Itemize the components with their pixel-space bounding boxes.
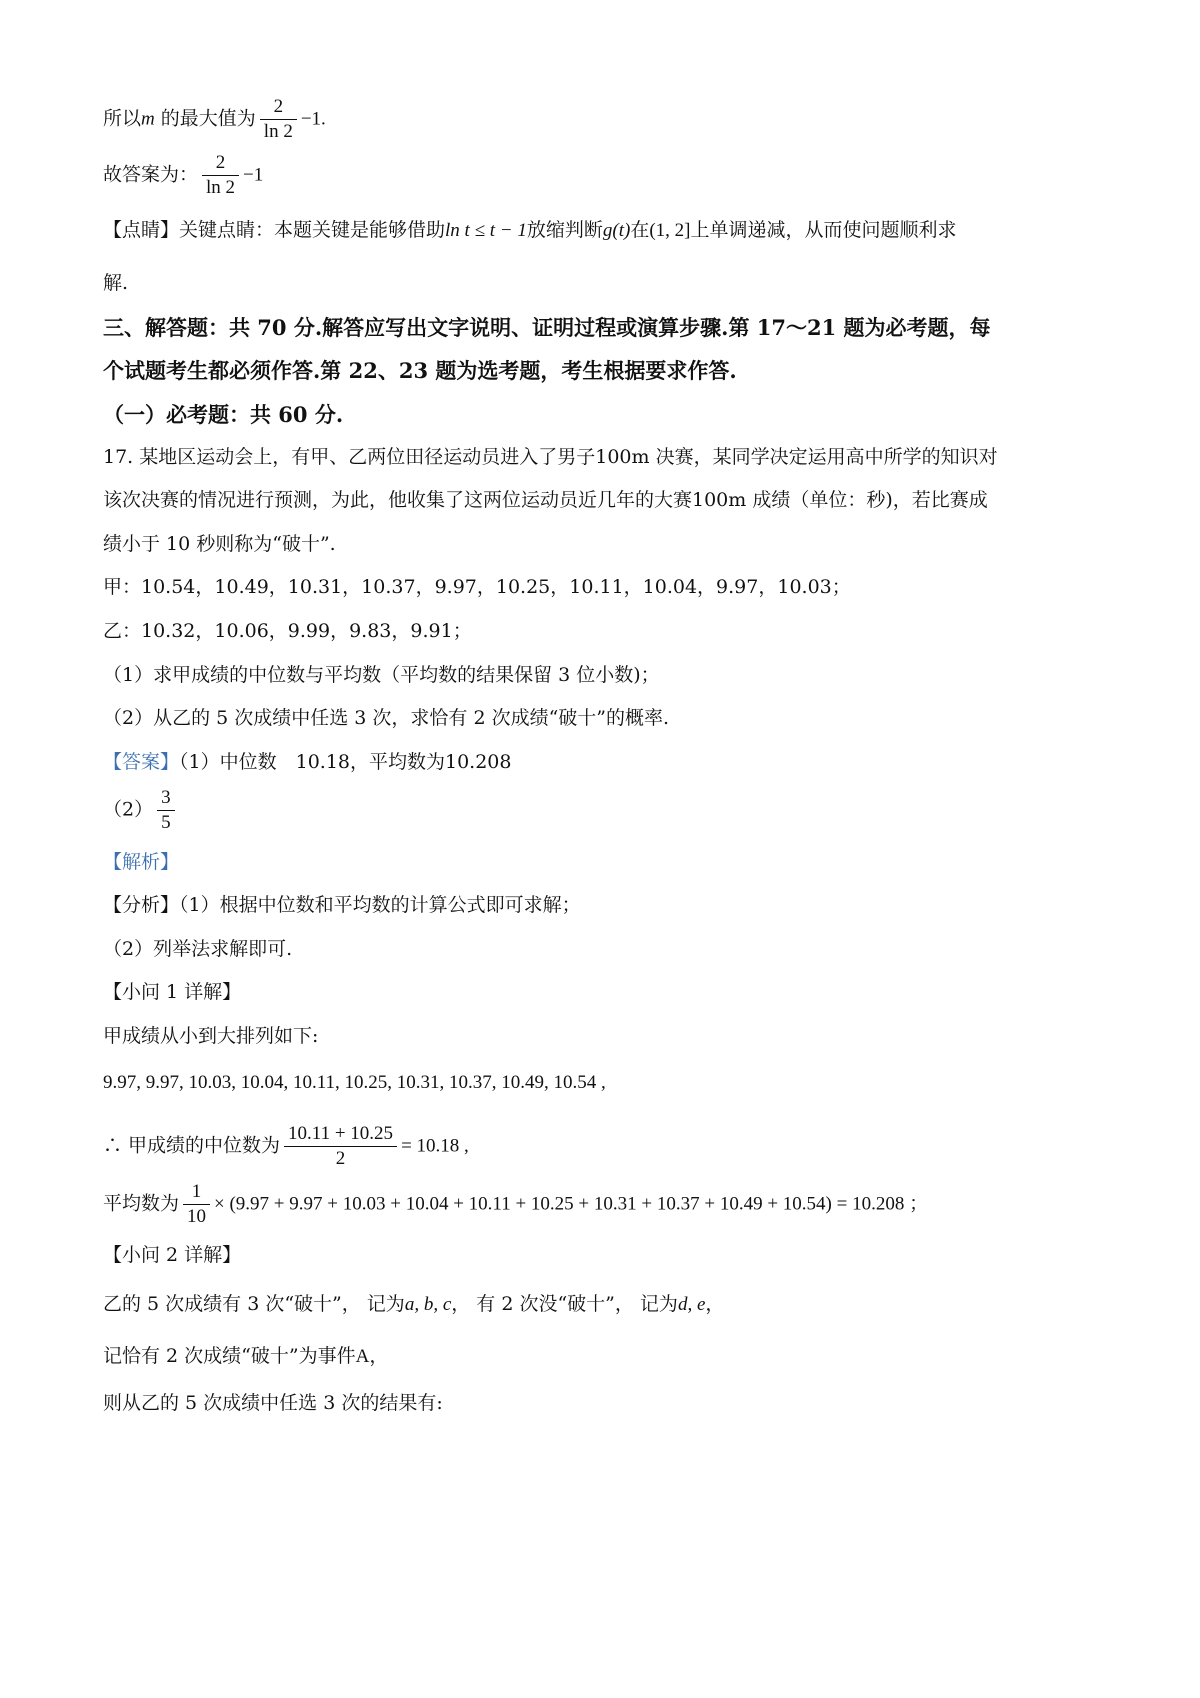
fraction-denominator: 10 [183,1204,210,1229]
text: 的最大值为 [154,107,256,130]
fraction [284,1122,397,1171]
analysis-row-2: （2）列举法求解即可. [103,938,293,960]
fraction-numerator: 2 [215,152,226,173]
fraction-denominator: ln 2 [260,119,297,144]
mean-line [103,1180,928,1229]
data-yi: 乙：10.32，10.06，9.99，9.83，9.91； [103,620,472,642]
fraction-numerator: 3 [161,787,171,808]
math-text: = 10.18 , [401,1135,469,1157]
math-text: a, b, c [404,1294,452,1315]
conclusion-line [103,95,326,144]
text: （2） [103,798,154,821]
remark-tag: 【点睛】 [103,219,180,241]
analysis-tag: 【解析】 [103,851,180,873]
problem-text: 17. 某地区运动会上，有甲、乙两位田径运动员进入了男子100m 决赛，某同学决定运用高中所学的知识对 [103,446,998,468]
math-text: d, e [677,1294,706,1315]
fraction-denominator: ln 2 [202,175,239,200]
text: ， [705,1293,725,1315]
sorted-values: 9.97, 9.97, 10.03, 10.04, 10.11, 10.25, 10.31, 10.37, 10.49, 10.54 , [103,1072,606,1093]
fraction-numerator: 2 [273,96,284,117]
math-text: × (9.97 + 9.97 + 10.03 + 10.04 + 10.11 + 10.25 + 10.31 + 10.37 + 10.49 + 10.54) = 10.208 ； [214,1193,929,1215]
answer-text: （1）中位数 10.18，平均数为10.208 [179,751,512,773]
text: 所以 [103,107,142,130]
problem-text: 绩小于 10 秒则称为“破十”. [103,533,336,555]
section-heading: 个试题考生都必须作答.第 22、23 题为选考题，考生根据要求作答. [103,358,737,383]
text: 记恰有 2 次成绩“破十”为事件 [103,1345,356,1367]
analysis-row [103,894,581,917]
fraction-numerator: 1 [191,1181,202,1202]
text: 在 [630,219,650,241]
fraction [157,786,175,835]
fraction-denominator: 2 [284,1146,397,1171]
math-text: ln t ≤ t − 1 [445,220,527,241]
math-text: g(t) [602,220,631,241]
fraction-denominator: 5 [157,810,175,835]
text: 乙的 5 次成绩有 3 次“破十”， 记为 [103,1293,405,1315]
text: ， [369,1345,389,1367]
fraction [260,95,297,144]
fraction-numerator: 10.11 + 10.25 [288,1123,394,1144]
subquestion-heading: 【小问 2 详解】 [103,1244,242,1266]
math-text: (1, 2] [649,220,691,241]
fraction [183,1180,210,1229]
subquestion-heading: 【小问 1 详解】 [103,981,242,1003]
remark-line-end: 解. [103,272,129,294]
median-line [103,1122,469,1171]
solution-text [103,1293,724,1317]
data-jia: 甲：10.54，10.49，10.31，10.37，9.97，10.25，10.11，10.04，9.97，10.03； [103,576,851,598]
analysis-label: 【分析】 [103,894,180,916]
problem-text: 该次决赛的情况进行预测，为此，他收集了这两位运动员近几年的大赛100m 成绩（单位：秒)，若比赛成 [103,489,988,511]
answer-row [103,751,511,774]
fraction [202,151,239,200]
text: ∴ 甲成绩的中位数为 [103,1134,281,1157]
section-heading: 三、解答题：共 70 分.解答应写出文字说明、证明过程或演算步骤.第 17～21 题为必考题，每 [103,315,991,340]
question-1: （1）求甲成绩的中位数与平均数（平均数的结果保留 3 位小数)； [103,664,660,686]
subsection-heading: （一）必考题：共 60 分. [103,402,344,427]
text: 故答案为： [103,163,199,186]
answer-tag: 【答案】 [103,751,180,773]
solution-text [103,1345,388,1369]
math-text: −1 [243,164,264,186]
solution-text: 则从乙的 5 次成绩中任选 3 次的结果有: [103,1392,443,1414]
answer-line [103,151,263,200]
text: 上单调递减，从而使问题顺利求 [690,219,957,241]
text: （1）根据中位数和平均数的计算公式即可求解； [179,894,581,916]
math-var: m [141,108,155,130]
text: 放缩判断 [526,219,603,241]
solution-text: 甲成绩从小到大排列如下: [103,1025,319,1047]
math-text: −1. [300,108,326,130]
question-2: （2）从乙的 5 次成绩中任选 3 次，求恰有 2 次成绩“破十”的概率. [103,707,670,729]
text: ， 有 2 次没“破十”， 记为 [451,1293,678,1315]
remark-line [103,219,957,243]
text: 关键点睛：本题关键是能够借助 [179,219,446,241]
math-text: A [355,1346,370,1367]
text: 平均数为 [103,1192,180,1215]
answer-row-2 [103,786,179,835]
